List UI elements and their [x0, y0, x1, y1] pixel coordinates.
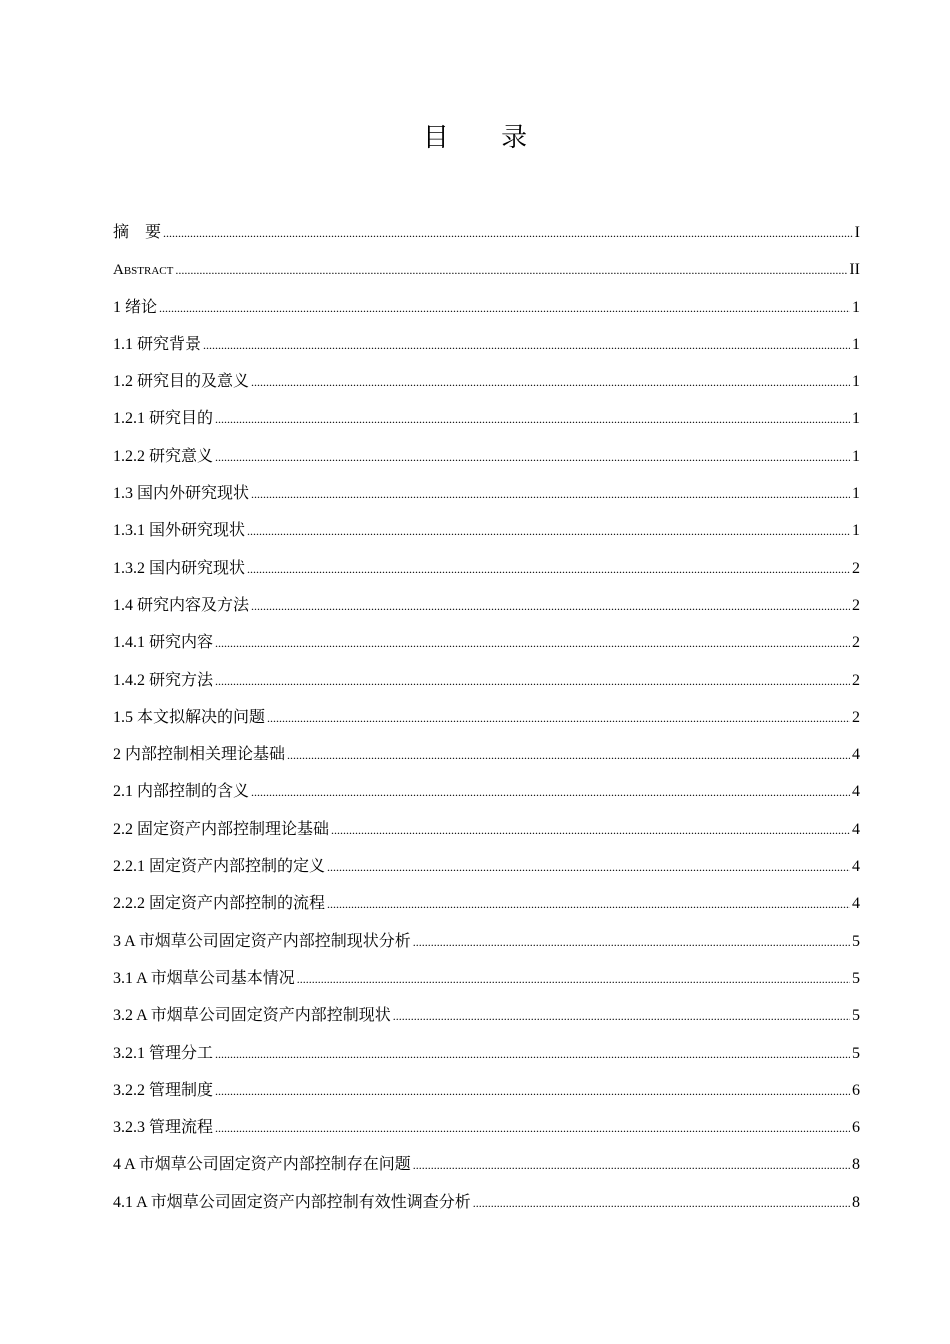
toc-entry-page-number: 2 [852, 634, 860, 652]
toc-dot-leader [393, 998, 850, 1035]
toc-entry-title: 1.2.1 研究目的 [113, 410, 214, 428]
toc-dot-leader [215, 1036, 850, 1073]
toc-entry[interactable] [113, 1072, 860, 1109]
toc-entry[interactable] [113, 736, 860, 773]
page-title: 目 录 [422, 123, 550, 153]
toc-entry-title: 4 A 市烟草公司固定资产内部控制存在问题 [113, 1156, 411, 1174]
toc-entry[interactable] [113, 997, 860, 1034]
toc-entry[interactable] [113, 699, 860, 736]
toc-entry-page-number: 4 [852, 820, 860, 838]
toc-entry[interactable] [113, 960, 860, 997]
toc-entry-title: 2.2.2 固定资产内部控制的流程 [113, 895, 326, 913]
toc-entry-title: 1.2 研究目的及意义 [113, 373, 250, 391]
toc-entry-title: 2.1 内部控制的含义 [113, 783, 250, 801]
toc-entry[interactable] [113, 624, 860, 661]
toc-entry-page-number: 4 [852, 783, 860, 801]
toc-entry[interactable] [113, 400, 860, 437]
toc-entry-page-number: 2 [852, 671, 860, 689]
toc-dot-leader [203, 327, 850, 364]
toc-entry[interactable] [113, 214, 860, 251]
toc-entry-title: 3.2.3 管理流程 [113, 1119, 214, 1137]
toc-entry-title: 3.2.2 管理制度 [113, 1081, 214, 1099]
toc-dot-leader [175, 252, 847, 289]
toc-entry-title: 2.2.1 固定资产内部控制的定义 [113, 858, 326, 876]
toc-entry[interactable] [113, 587, 860, 624]
toc-entry[interactable] [113, 475, 860, 512]
toc-dot-leader [163, 215, 853, 252]
toc-entry-page-number: 6 [852, 1081, 860, 1099]
toc-entry[interactable] [113, 811, 860, 848]
toc-entry-page-number: 1 [852, 485, 860, 503]
toc-entry-page-number: 4 [852, 858, 860, 876]
toc-dot-leader [215, 625, 850, 662]
toc-entry-page-number: 1 [852, 298, 860, 316]
toc-entry-page-number: 8 [852, 1193, 860, 1211]
toc-entry-title: 4.1 A 市烟草公司固定资产内部控制有效性调查分析 [113, 1193, 471, 1211]
toc-entry-title: 1.4 研究内容及方法 [113, 596, 250, 614]
toc-entry-title: 1.4.1 研究内容 [113, 634, 214, 652]
toc-entry[interactable] [113, 289, 860, 326]
toc-entry-page-number: 1 [852, 447, 860, 465]
toc-dot-leader [251, 476, 850, 513]
toc-entry[interactable] [113, 848, 860, 885]
toc-entry-page-number: 5 [852, 1007, 860, 1025]
toc-entry[interactable] [113, 1146, 860, 1183]
toc-entry[interactable] [113, 885, 860, 922]
toc-entry[interactable] [113, 1035, 860, 1072]
toc-entry-page-number: 6 [852, 1119, 860, 1137]
toc-entry-page-number: 8 [852, 1156, 860, 1174]
toc-entry[interactable] [113, 1109, 860, 1146]
toc-dot-leader [473, 1185, 850, 1222]
toc-entry-title: 3.2 A 市烟草公司固定资产内部控制现状 [113, 1007, 391, 1025]
toc-entry-page-number: I [854, 224, 860, 241]
toc-entry-page-number: 2 [852, 559, 860, 577]
toc-entry-title: 1.1 研究背景 [113, 335, 202, 353]
toc-entry-page-number: 4 [852, 746, 860, 764]
toc-entry-title: 1 绪论 [113, 298, 158, 316]
toc-entry-title: 1.5 本文拟解决的问题 [113, 708, 266, 726]
toc-entry-page-number: 2 [852, 708, 860, 726]
toc-dot-leader [267, 700, 850, 737]
toc-entry-page-number: 1 [852, 522, 860, 540]
toc-entry[interactable] [113, 773, 860, 810]
toc-dot-leader [215, 1110, 850, 1147]
toc-dot-leader [413, 924, 850, 961]
toc-entry-title: 3.1 A 市烟草公司基本情况 [113, 969, 295, 987]
toc-entry[interactable] [113, 251, 860, 288]
toc-entry[interactable] [113, 363, 860, 400]
toc-dot-leader [247, 551, 850, 588]
toc-dot-leader [297, 961, 850, 998]
toc-dot-leader [215, 439, 850, 476]
toc-dot-leader [327, 849, 850, 886]
toc-entry[interactable] [113, 550, 860, 587]
toc-entry-page-number: 5 [852, 932, 860, 950]
toc-entry-title: 摘 要 [113, 224, 162, 241]
toc-dot-leader [287, 737, 850, 774]
toc-dot-leader [251, 774, 850, 811]
toc-entry-title: 3 A 市烟草公司固定资产内部控制现状分析 [113, 932, 411, 950]
toc-entry-title: 1.3.2 国内研究现状 [113, 559, 246, 577]
toc-entry-page-number: 1 [852, 410, 860, 428]
toc-entry-page-number: 2 [852, 596, 860, 614]
toc-entry-title: 3.2.1 管理分工 [113, 1044, 214, 1062]
toc-entry[interactable] [113, 326, 860, 363]
toc-entry[interactable] [113, 1184, 860, 1221]
toc-entry[interactable] [113, 662, 860, 699]
toc-dot-leader [331, 812, 850, 849]
toc-entry-page-number: 5 [852, 969, 860, 987]
toc-entry[interactable] [113, 923, 860, 960]
toc-dot-leader [159, 290, 850, 327]
toc-dot-leader [251, 364, 850, 401]
toc-entry-title: 1.2.2 研究意义 [113, 447, 214, 465]
toc-entry-page-number: II [849, 261, 860, 279]
toc-entry[interactable] [113, 512, 860, 549]
toc-entry-title: 2.2 固定资产内部控制理论基础 [113, 820, 330, 838]
table-of-contents [113, 214, 860, 1221]
toc-dot-leader [327, 886, 850, 923]
toc-entry-title: Abstract [113, 262, 174, 279]
toc-dot-leader [215, 1073, 850, 1110]
toc-entry-title: 2 内部控制相关理论基础 [113, 746, 286, 764]
toc-dot-leader [247, 513, 850, 550]
toc-entry-title: 1.4.2 研究方法 [113, 671, 214, 689]
toc-dot-leader [413, 1147, 850, 1184]
toc-entry-page-number: 5 [852, 1044, 860, 1062]
toc-entry[interactable] [113, 438, 860, 475]
toc-entry-title: 1.3 国内外研究现状 [113, 485, 250, 503]
toc-entry-title: 1.3.1 国外研究现状 [113, 522, 246, 540]
toc-entry-page-number: 1 [852, 335, 860, 353]
toc-entry-page-number: 4 [852, 895, 860, 913]
toc-dot-leader [215, 663, 850, 700]
toc-entry-page-number: 1 [852, 373, 860, 391]
toc-dot-leader [251, 588, 850, 625]
toc-dot-leader [215, 401, 850, 438]
